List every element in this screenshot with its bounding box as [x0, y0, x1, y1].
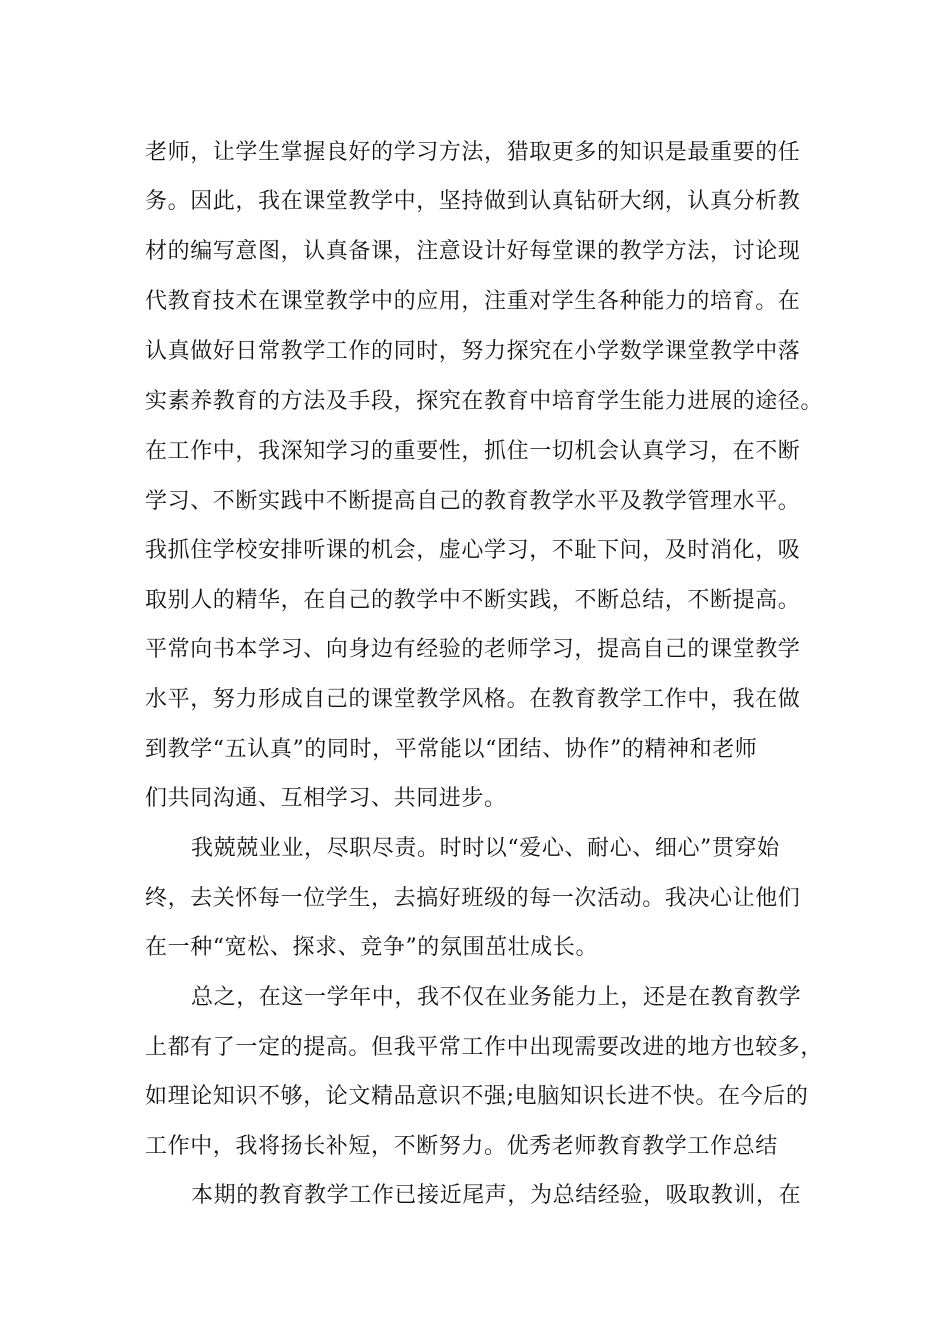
text-line: 到教学“五认真”的同时，平常能以“团结、协作”的精神和老师	[145, 737, 758, 762]
text-line: 上都有了一定的提高。但我平常工作中出现需要改进的地方也较多，	[145, 1035, 824, 1060]
text-line: 务。因此，我在课堂教学中，坚持做到认真钻研大纲，认真分析教	[145, 189, 801, 214]
text-line: 老师，让学生掌握良好的学习方法，猎取更多的知识是最重要的任	[145, 140, 801, 165]
text-line: 代教育技术在课堂教学中的应用，注重对学生各种能力的培育。在	[145, 289, 801, 314]
text-line: 工作中，我将扬长补短，不断努力。优秀老师教育教学工作总结	[145, 1134, 778, 1159]
text-line: 学习、不断实践中不断提高自己的教育教学水平及教学管理水平。	[145, 489, 801, 514]
text-line: 我抓住学校安排听课的机会，虚心学习，不耻下问，及时消化，吸	[145, 538, 801, 563]
text-line: 如理论知识不够，论文精品意识不强;电脑知识长进不快。在今后的	[145, 1084, 809, 1109]
text-line: 材的编写意图，认真备课，注意设计好每堂课的教学方法，讨论现	[145, 239, 801, 264]
text-line: 总之，在这一学年中，我不仅在业务能力上，还是在教育教学	[191, 985, 802, 1010]
text-line: 水平，努力形成自己的课堂教学风格。在教育教学工作中，我在做	[145, 687, 801, 712]
text-line: 在一种“宽松、探求、竞争”的氛围茁壮成长。	[145, 935, 599, 960]
text-line: 平常向书本学习、向身边有经验的老师学习，提高自己的课堂教学	[145, 637, 801, 662]
text-line: 本期的教育教学工作已接近尾声，为总结经验，吸取教训，在	[191, 1183, 802, 1208]
text-line: 终，去关怀每一位学生，去搞好班级的每一次活动。我决心让他们	[145, 886, 801, 911]
text-line: 们共同沟通、互相学习、共同进步。	[145, 786, 507, 811]
text-line: 取别人的精华，在自己的教学中不断实践，不断总结，不断提高。	[145, 588, 801, 613]
text-line: 在工作中，我深知学习的重要性，抓住一切机会认真学习，在不断	[145, 439, 801, 464]
text-line: 认真做好日常教学工作的同时，努力探究在小学数学课堂教学中落	[145, 339, 801, 364]
text-line: 我兢兢业业，尽职尽责。时时以“爱心、耐心、细心”贯穿始	[191, 836, 780, 861]
text-line: 实素养教育的方法及手段，探究在教育中培育学生能力进展的途径。	[145, 389, 824, 414]
